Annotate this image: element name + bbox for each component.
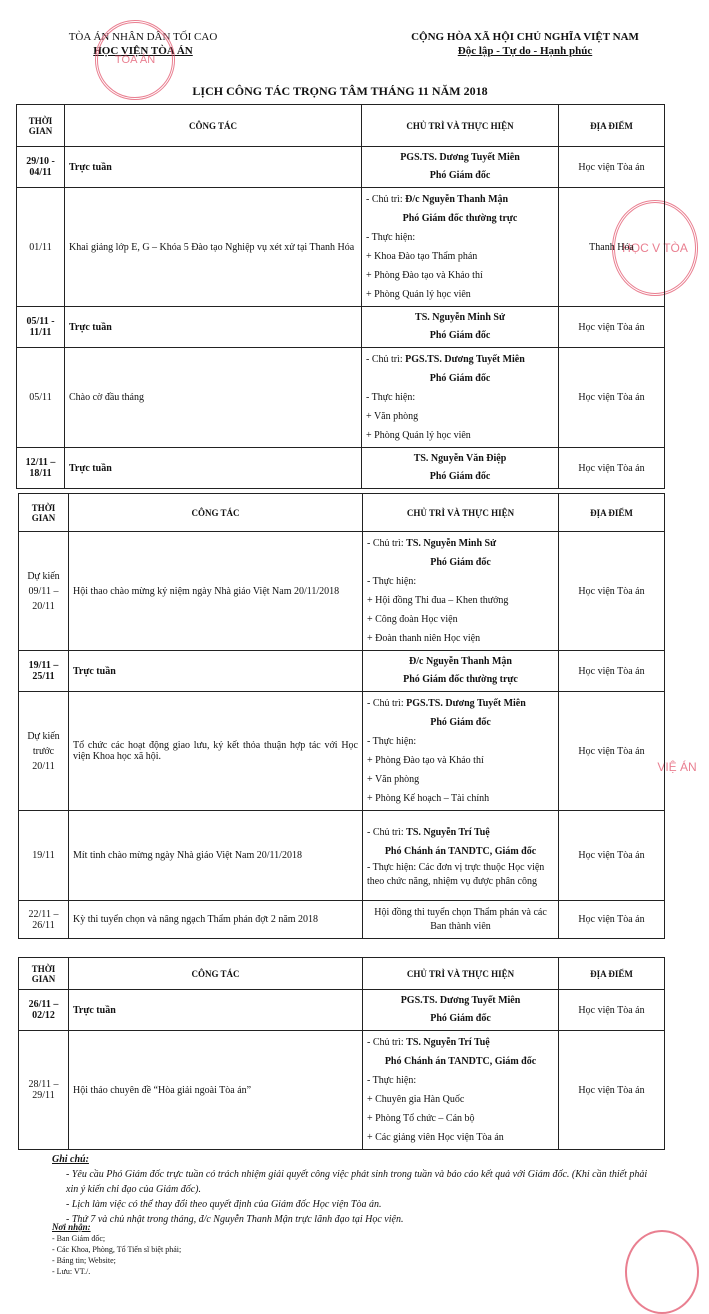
table-row: [19, 811, 665, 901]
resp-cell: - Chủ trì: PGS.TS. Dương Tuyết Miên Phó Giám đốc - Thực hiện: + Phòng Đào tạo và Khảo thí + Văn phòng + Phòng Kế hoạch – Tài chính: [363, 692, 559, 811]
official-stamp-right-partial-text: VIỆ ÁN: [657, 760, 697, 774]
time-cell: 01/11: [17, 188, 65, 307]
table-row: [17, 448, 665, 489]
work-cell: Khai giảng lớp E, G – Khóa 5 Đào tạo Nghiệp vụ xét xử tại Thanh Hóa: [65, 188, 362, 307]
work-cell: Trực tuần: [65, 147, 362, 188]
work-cell: Chào cờ đầu tháng: [65, 348, 362, 448]
place-cell: Học viện Tòa án: [559, 307, 665, 348]
work-cell: Trực tuần: [69, 651, 363, 692]
table-header-row: [19, 958, 665, 990]
work-cell: Mít tinh chào mừng ngày Nhà giáo Việt Nam 20/11/2018: [69, 811, 363, 901]
col-header-work: CÔNG TÁC: [65, 105, 362, 147]
table-header-row: [17, 105, 665, 147]
table-row: [19, 990, 665, 1031]
recipients-heading: Nơi nhận:: [52, 1222, 91, 1232]
national-name: CỘNG HÒA XÃ HỘI CHỦ NGHĨA VIỆT NAM: [411, 31, 639, 43]
issuer-line-2: HỌC VIỆN TÒA ÁN: [93, 45, 193, 57]
recipient-item: - Ban Giám đốc;: [52, 1234, 106, 1243]
work-cell: Tổ chức các hoạt động giao lưu, ký kết thỏa thuận hợp tác với Học viện Khoa học xã hội.: [69, 692, 363, 811]
resp-cell: PGS.TS. Dương Tuyết Miên Phó Giám đốc: [362, 147, 559, 188]
note-item: - Yêu cầu Phó Giám đốc trực tuần có trách nhiệm giải quyết công việc phát sinh trong tuần và báo cáo kết quả với Giám đốc. (Khi cần thiết phải xin ý kiến chỉ đạo của Giám đốc).: [66, 1169, 648, 1195]
time-cell: 19/11 – 25/11: [19, 651, 69, 692]
time-cell: Dự kiến 09/11 – 20/11: [19, 532, 69, 651]
resp-cell: - Chủ trì: Đ/c Nguyễn Thanh Mận Phó Giám đốc thường trực - Thực hiện: + Khoa Đào tạo Thẩm phán + Phòng Đào tạo và Khảo thí + Phòng Quản lý học viên: [362, 188, 559, 307]
resp-cell: - Chủ trì: TS. Nguyễn Trí Tuệ Phó Chánh án TANDTC, Giám đốc - Thực hiện: Các đơn vị trực thuộc Học viện theo chức năng, nhiệm vụ được phân công: [363, 811, 559, 901]
issuer-line-1: TÒA ÁN NHÂN DÂN TỐI CAO: [68, 31, 218, 43]
place-cell: Học viện Tòa án: [559, 348, 665, 448]
time-cell: 19/11: [19, 811, 69, 901]
work-cell: Trực tuần: [65, 307, 362, 348]
place-cell: Thanh Hóa: [559, 188, 665, 307]
place-cell: Học viện Tòa án: [559, 901, 665, 939]
work-cell: Kỳ thi tuyển chọn và nâng ngạch Thẩm phán đợt 2 năm 2018: [69, 901, 363, 939]
national-motto: Độc lập - Tự do - Hạnh phúc: [457, 45, 593, 57]
time-cell: 26/11 – 02/12: [19, 990, 69, 1031]
table-row: [19, 692, 665, 811]
col-header-time: THỜI GIAN: [19, 958, 69, 990]
place-cell: Học viện Tòa án: [559, 692, 665, 811]
notes-heading: Ghi chú:: [52, 1154, 89, 1165]
recipient-item: - Các Khoa, Phòng, Tổ Tiến sĩ biệt phái;: [52, 1245, 182, 1254]
table-header-row: [19, 494, 665, 532]
official-stamp-right-text: HỌC V TÒA: [622, 241, 688, 255]
place-cell: Học viện Tòa án: [559, 651, 665, 692]
resp-cell: - Chủ trì: PGS.TS. Dương Tuyết Miên Phó Giám đốc - Thực hiện: + Văn phòng + Phòng Quản lý học viên: [362, 348, 559, 448]
table-row: [19, 532, 665, 651]
place-cell: Học viện Tòa án: [559, 532, 665, 651]
recipients-block: [52, 1222, 352, 1277]
note-item: - Thứ 7 và chủ nhật trong tháng, đ/c Nguyễn Thanh Mận trực lãnh đạo tại Học viện.: [66, 1214, 404, 1225]
page-title: LỊCH CÔNG TÁC TRỌNG TÂM THÁNG 11 NĂM 2018: [192, 84, 488, 98]
table-row: [17, 307, 665, 348]
place-cell: Học viện Tòa án: [559, 147, 665, 188]
resp-cell: TS. Nguyễn Văn Điệp Phó Giám đốc: [362, 448, 559, 489]
national-motto-block: [380, 30, 670, 58]
time-cell: 12/11 – 18/11: [17, 448, 65, 489]
time-cell: Dự kiến trước 20/11: [19, 692, 69, 811]
col-header-work: CÔNG TÁC: [69, 958, 363, 990]
schedule-table-2: [18, 493, 665, 939]
col-header-resp: CHỦ TRÌ VÀ THỰC HIỆN: [362, 105, 559, 147]
table-row: [17, 147, 665, 188]
schedule-table-1: [16, 104, 665, 489]
work-cell: Hội thảo chuyên đề “Hòa giải ngoài Tòa án”: [69, 1031, 363, 1150]
recipient-item: - Bảng tin; Website;: [52, 1256, 116, 1265]
work-cell: Trực tuần: [65, 448, 362, 489]
resp-cell: - Chủ trì: TS. Nguyễn Minh Sử Phó Giám đốc - Thực hiện: + Hội đồng Thi đua – Khen thưởng + Công đoàn Học viện + Đoàn thanh niên Học viện: [363, 532, 559, 651]
col-header-place: ĐỊA ĐIỂM: [559, 494, 665, 532]
resp-cell: - Chủ trì: TS. Nguyễn Trí Tuệ Phó Chánh án TANDTC, Giám đốc - Thực hiện: + Chuyên gia Hàn Quốc + Phòng Tổ chức – Cán bộ + Các giảng viên Học viện Tòa án: [363, 1031, 559, 1150]
resp-cell: Hội đồng thi tuyển chọn Thẩm phán và các Ban thành viên: [363, 901, 559, 939]
official-stamp-bottom-partial: [625, 1230, 699, 1314]
place-cell: Học viện Tòa án: [559, 811, 665, 901]
official-stamp-top-text: TÒA ÁN: [114, 54, 156, 66]
col-header-resp: CHỦ TRÌ VÀ THỰC HIỆN: [363, 958, 559, 990]
time-cell: 28/11 – 29/11: [19, 1031, 69, 1150]
work-cell: Trực tuần: [69, 990, 363, 1031]
resp-cell: TS. Nguyễn Minh Sử Phó Giám đốc: [362, 307, 559, 348]
recipient-item: - Lưu: VT./.: [52, 1267, 91, 1276]
notes-block: [52, 1152, 652, 1227]
table-row: [19, 1031, 665, 1150]
col-header-work: CÔNG TÁC: [69, 494, 363, 532]
place-cell: Học viện Tòa án: [559, 1031, 665, 1150]
table-row: [19, 901, 665, 939]
col-header-place: ĐỊA ĐIỂM: [559, 105, 665, 147]
work-cell: Hội thao chào mừng kỷ niệm ngày Nhà giáo Việt Nam 20/11/2018: [69, 532, 363, 651]
table-row: [17, 188, 665, 307]
place-cell: Học viện Tòa án: [559, 990, 665, 1031]
col-header-time: THỜI GIAN: [19, 494, 69, 532]
table-row: [19, 651, 665, 692]
time-cell: 29/10 - 04/11: [17, 147, 65, 188]
col-header-place: ĐỊA ĐIỂM: [559, 958, 665, 990]
schedule-table-3: [18, 957, 665, 1150]
time-cell: 22/11 – 26/11: [19, 901, 69, 939]
resp-cell: PGS.TS. Dương Tuyết Miên Phó Giám đốc: [363, 990, 559, 1031]
table-row: [17, 348, 665, 448]
col-header-time: THỜI GIAN: [17, 105, 65, 147]
resp-cell: Đ/c Nguyễn Thanh Mận Phó Giám đốc thường trực: [363, 651, 559, 692]
time-cell: 05/11 - 11/11: [17, 307, 65, 348]
time-cell: 05/11: [17, 348, 65, 448]
place-cell: Học viện Tòa án: [559, 448, 665, 489]
col-header-resp: CHỦ TRÌ VÀ THỰC HIỆN: [363, 494, 559, 532]
note-item: - Lịch làm việc có thể thay đổi theo quyết định của Giám đốc Học viện Tòa án.: [66, 1199, 382, 1210]
